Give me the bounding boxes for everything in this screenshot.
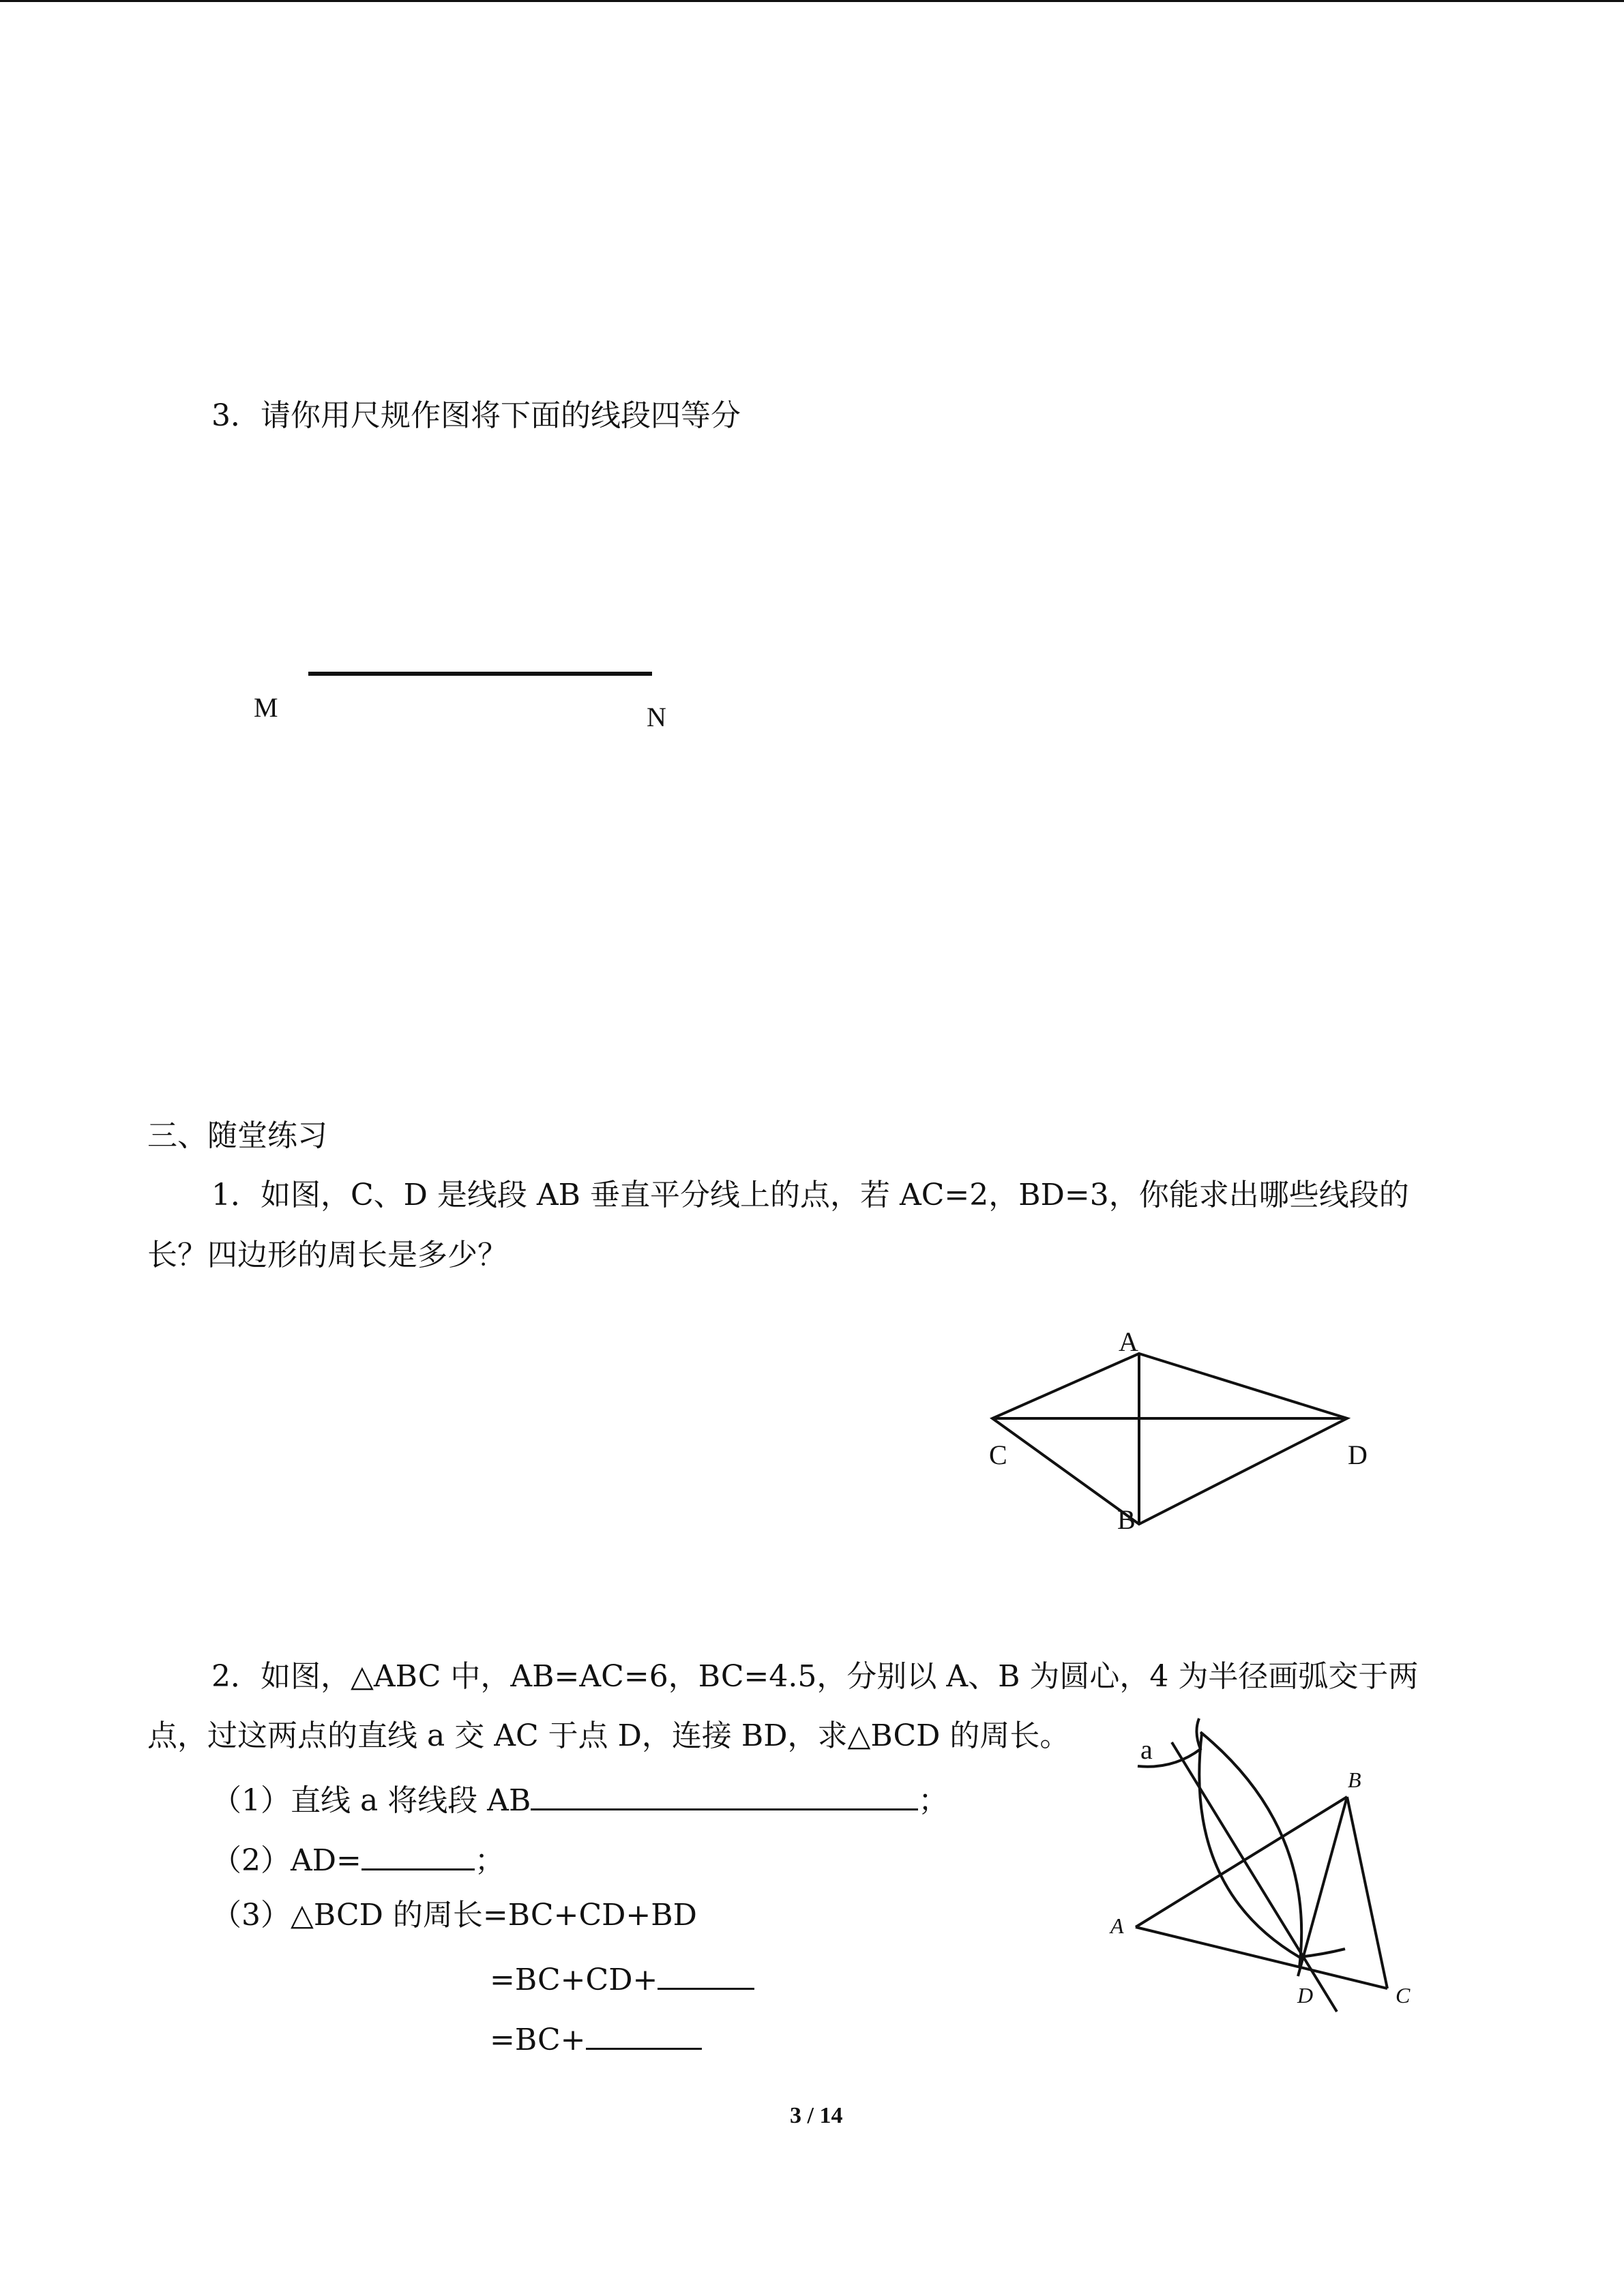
ex2-label-a: A [1110,1913,1124,1938]
ex1-line2: 长？四边形的周长是多少？ [147,1238,507,1272]
ex2-sub5-text: =BC+ [490,2023,586,2057]
ex2-label-d: D [1297,1983,1314,2008]
ex2-sub1-suffix: ； [918,1783,949,1818]
ex2-label-line-a: a [1140,1734,1153,1765]
ex2-sub2-prefix: （2）AD= [211,1843,361,1878]
ex1-label-a: A [1119,1326,1138,1357]
arc-centered-a [1200,1732,1301,1967]
ex2-sub4-text: =BC+CD+ [490,1963,658,1997]
line-a [1172,1742,1337,2012]
side-bc [1347,1797,1387,1988]
page-number: 3 / 14 [790,2103,843,2128]
ex1-line1: 1．如图，C、D 是线段 AB 垂直平分线上的点，若 AC=2，BD=3，你能求出哪些线段的 [211,1178,1409,1212]
side-ac [1136,1927,1387,1988]
label-m: M [254,692,278,723]
ex1-label-b: B [1117,1504,1136,1535]
ex2-sub3: （3）△BCD 的周长=BC+CD+BD [211,1898,697,1933]
q3-text: 3．请你用尺规作图将下面的线段四等分 [211,398,741,433]
ex2-line2: 点，过这两点的直线 a 交 AC 于点 D，连接 BD，求△BCD 的周长。 [147,1718,1070,1753]
ex1-label-c: C [989,1440,1007,1470]
ex2-sub2-suffix: ； [474,1843,505,1878]
ex1-label-d: D [1348,1440,1368,1470]
ex2-label-c: C [1396,1983,1411,2008]
label-n: N [647,702,666,732]
section-title: 三、随堂练习 [147,1118,327,1153]
ex2-label-b: B [1348,1768,1361,1792]
ex2-line1: 2．如图，△ABC 中，AB=AC=6，BC=4.5，分别以 A、B 为圆心，4 为半径画弧交于两 [211,1659,1419,1694]
arc-centered-b [1199,1733,1345,1957]
ex2-sub1-prefix: （1）直线 a 将线段 AB [211,1783,531,1818]
